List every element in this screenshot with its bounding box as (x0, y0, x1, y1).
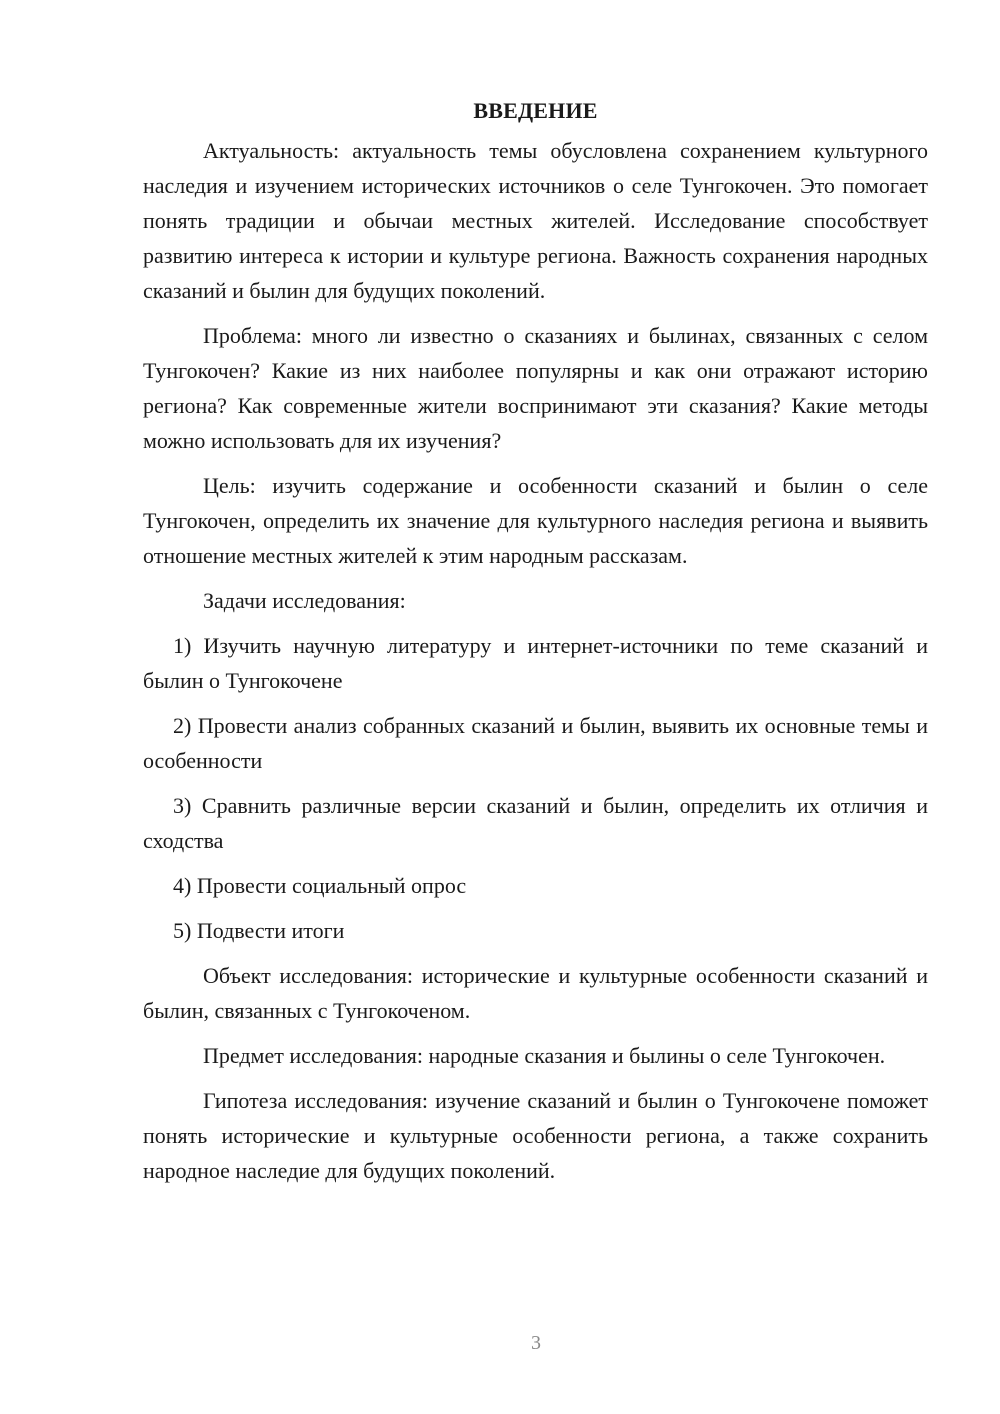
problem-paragraph: Проблема: много ли известно о сказаниях и былинах, связанных с селом Тунгокочен? Какие из них наиболее популярны и как они отражают историю региона? Как современные жители воспринимают эти сказания? Какие методы можно использовать для их изучения? (143, 323, 928, 453)
goal-paragraph: Цель: изучить содержание и особенности сказаний и былин о селе Тунгокочен, определить их значение для культурного наследия региона и выявить отношение местных жителей к этим народным рассказам. (143, 473, 928, 568)
object-paragraph: Объект исследования: исторические и культурные особенности сказаний и былин, связанных с Тунгокоченом. (143, 963, 928, 1023)
subject-paragraph: Предмет исследования: народные сказания и былины о селе Тунгокочен. (203, 1043, 886, 1068)
task-item-5: 5) Подвести итоги (173, 918, 345, 943)
task-item-3: 3) Сравнить различные версии сказаний и былин, определить их отличия и сходства (143, 793, 928, 853)
section-heading: ВВЕДЕНИЕ (473, 98, 598, 123)
task-item-2: 2) Провести анализ собранных сказаний и былин, выявить их основные темы и особенности (143, 713, 928, 773)
task-item-4: 4) Провести социальный опрос (173, 873, 467, 898)
relevance-paragraph: Актуальность: актуальность темы обусловлена сохранением культурного наследия и изучением исторических источников о селе Тунгокочен. Это помогает понять традиции и обычаи местных жителей. Исследование способствует развитию интереса к истории и культуре региона. Важность сохранения народных сказаний и былин для будущих поколений. (143, 138, 928, 303)
page-number: 3 (531, 1332, 541, 1354)
document-page (143, 96, 928, 1198)
hypothesis-paragraph: Гипотеза исследования: изучение сказаний и былин о Тунгокочене поможет понять исторические и культурные особенности региона, а также сохранить народное наследие для будущих поколений. (143, 1088, 928, 1183)
tasks-heading: Задачи исследования: (203, 588, 406, 613)
task-item-1: 1) Изучить научную литературу и интернет-источники по теме сказаний и былин о Тунгокочене (143, 633, 928, 693)
